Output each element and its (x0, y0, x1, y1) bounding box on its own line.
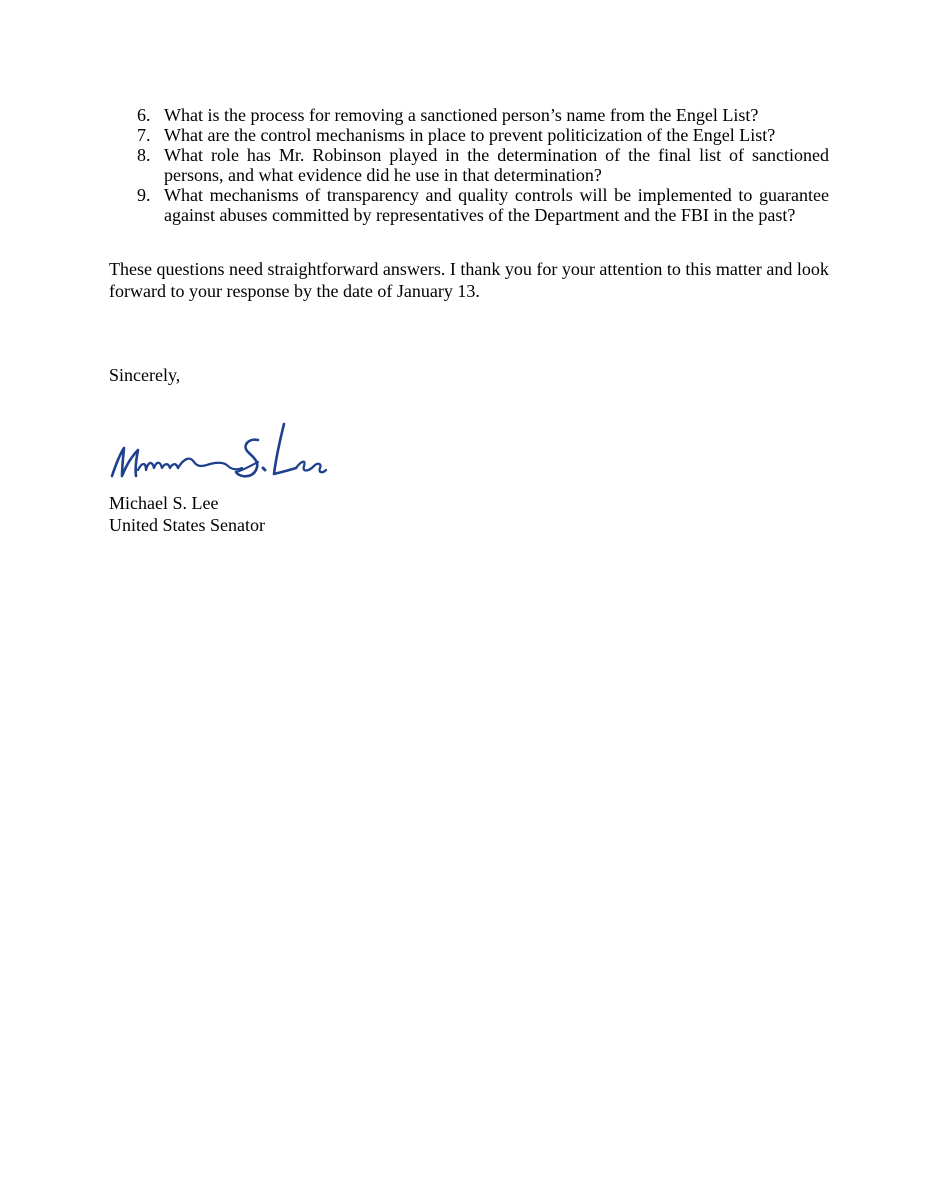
signer-title: United States Senator (109, 515, 265, 535)
question-item (109, 125, 829, 145)
closing-paragraph: These questions need straightforward answers. I thank you for your attention to this matter and look forward to your response by the date of January 13. (109, 259, 829, 301)
question-list (109, 105, 829, 225)
signer-block (109, 492, 265, 536)
question-item (109, 105, 829, 125)
question-number: 9. (137, 185, 151, 205)
question-number: 8. (137, 145, 151, 165)
handwritten-signature (108, 418, 328, 490)
question-item (109, 185, 829, 225)
question-text: What is the process for removing a sanctioned person’s name from the Engel List? (164, 105, 759, 125)
signer-name: Michael S. Lee (109, 493, 219, 513)
question-item (109, 145, 829, 185)
question-text: What role has Mr. Robinson played in the determination of the final list of sanctioned persons, and what evidence did he use in that determination? (164, 145, 829, 185)
question-text: What mechanisms of transparency and quality controls will be implemented to guarantee against abuses committed by representatives of the Department and the FBI in the past? (164, 185, 829, 225)
question-number: 6. (137, 105, 151, 125)
salutation: Sincerely, (109, 365, 181, 385)
question-text: What are the control mechanisms in place to prevent politicization of the Engel List? (164, 125, 776, 145)
question-number: 7. (137, 125, 151, 145)
